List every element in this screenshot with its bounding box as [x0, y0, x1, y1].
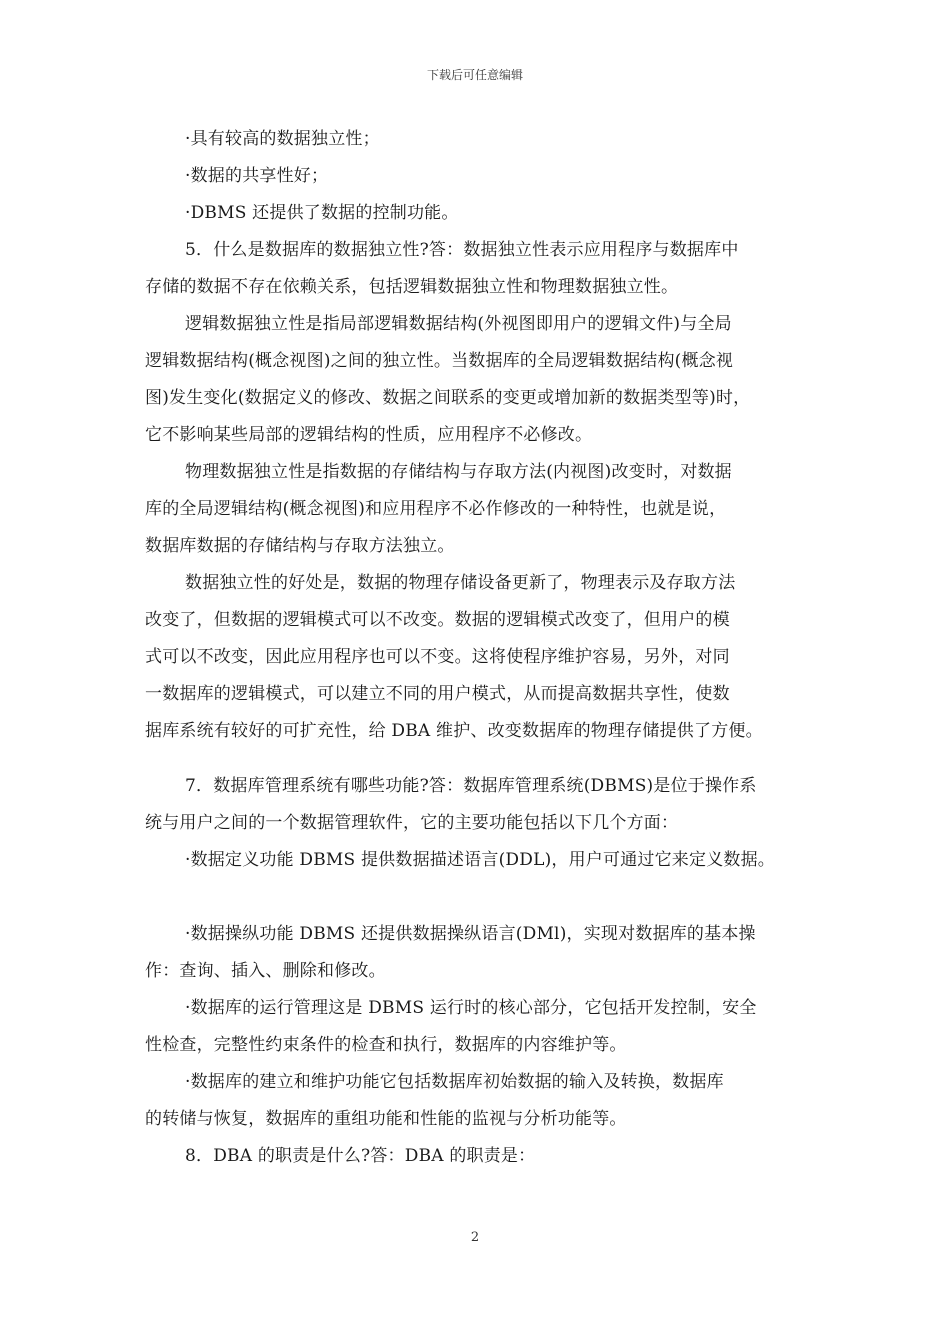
bullet-line: ·数据的共享性好；	[185, 166, 329, 186]
paragraph-line: 改变了，但数据的逻辑模式可以不改变。数据的逻辑模式改变了，但用户的模	[145, 610, 730, 630]
paragraph-line: 数据独立性的好处是，数据的物理存储设备更新了，物理表示及存取方法	[185, 573, 736, 593]
paragraph-line: 它不影响某些局部的逻辑结构的性质，应用程序不必修改。	[145, 425, 593, 445]
spacer	[145, 750, 817, 768]
question-5-line: 5．什么是数据库的数据独立性?答：数据独立性表示应用程序与数据库中	[185, 240, 739, 260]
paragraph-line: 存储的数据不存在依赖关系，包括逻辑数据独立性和物理数据独立性。	[145, 277, 679, 297]
bullet-line: ·DBMS 还提供了数据的控制功能。	[185, 203, 459, 223]
paragraph-line: 的转储与恢复，数据库的重组功能和性能的监视与分析功能等。	[145, 1109, 627, 1129]
paragraph-line: 性检查，完整性约束条件的检查和执行，数据库的内容维护等。	[145, 1035, 627, 1055]
paragraph-line: 物理数据独立性是指数据的存储结构与存取方法(内视图)改变时，对数据	[185, 462, 732, 482]
bullet-line: ·具有较高的数据独立性；	[185, 129, 380, 149]
paragraph-line: 库的全局逻辑结构(概念视图)和应用程序不必作修改的一种特性，也就是说，	[145, 499, 727, 519]
paragraph-line: 据库系统有较好的可扩充性，给 DBA 维护、改变数据库的物理存储提供了方便。	[145, 721, 763, 741]
paragraph-line: 作：查询、插入、删除和修改。	[145, 961, 386, 981]
paragraph-line: 逻辑数据结构(概念视图)之间的独立性。当数据库的全局逻辑数据结构(概念视	[145, 351, 734, 371]
paragraph-line: 一数据库的逻辑模式，可以建立不同的用户模式，从而提高数据共享性，使数	[145, 684, 730, 704]
spacer	[145, 879, 817, 916]
bullet-line: ·数据库的建立和维护功能它包括数据库初始数据的输入及转换，数据库	[185, 1072, 724, 1092]
document-body	[145, 121, 817, 1175]
page-header: 下载后可任意编辑	[426, 68, 523, 82]
paragraph-line: 逻辑数据独立性是指局部逻辑数据结构(外视图即用户的逻辑文件)与全局	[185, 314, 732, 334]
page-number: 2	[470, 1230, 480, 1245]
paragraph-line: 式可以不改变，因此应用程序也可以不变。这将使程序维护容易，另外，对同	[145, 647, 730, 667]
paragraph-line: 统与用户之间的一个数据管理软件，它的主要功能包括以下几个方面：	[145, 813, 679, 833]
paragraph-line: 数据库数据的存储结构与存取方法独立。	[145, 536, 455, 556]
bullet-line: ·数据操纵功能 DBMS 还提供数据操纵语言(DMl)，实现对数据库的基本操	[185, 924, 756, 944]
question-8-line: 8．DBA 的职责是什么?答：DBA 的职责是：	[185, 1146, 536, 1166]
bullet-line: ·数据定义功能 DBMS 提供数据描述语言(DDL)，用户可通过它来定义数据。	[185, 850, 775, 870]
bullet-line: ·数据库的运行管理这是 DBMS 运行时的核心部分，它包括开发控制，安全	[185, 998, 757, 1018]
question-7-line: 7．数据库管理系统有哪些功能?答：数据库管理系统(DBMS)是位于操作系	[185, 776, 757, 796]
paragraph-line: 图)发生变化(数据定义的修改、数据之间联系的变更或增加新的数据类型等)时，	[145, 388, 751, 408]
